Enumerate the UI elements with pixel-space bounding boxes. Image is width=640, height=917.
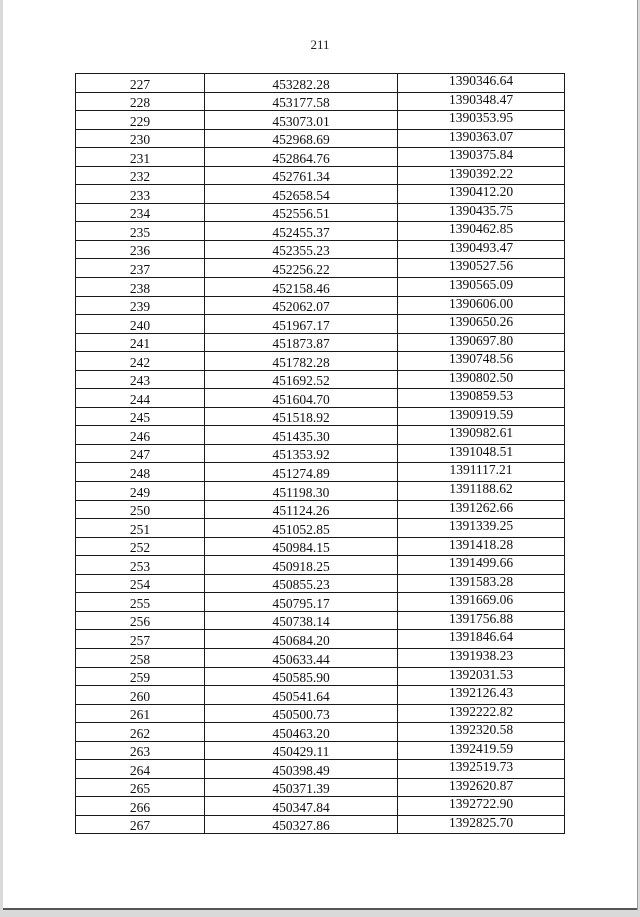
table-row: [76, 704, 565, 723]
y-coordinate-cell: 1390527.56: [398, 259, 565, 278]
table-row: [76, 723, 565, 742]
table-row: [76, 259, 565, 278]
point-number-cell: 265: [76, 778, 205, 797]
table-row: [76, 574, 565, 593]
x-coordinate-cell: 452256.22: [205, 259, 398, 278]
point-number-cell: 250: [76, 500, 205, 519]
point-number-cell: 232: [76, 166, 205, 185]
x-coordinate-cell: 452455.37: [205, 222, 398, 241]
table-row: [76, 519, 565, 538]
point-number-cell: 261: [76, 704, 205, 723]
table-row: [76, 407, 565, 426]
table-row: [76, 92, 565, 111]
x-coordinate-cell: 450500.73: [205, 704, 398, 723]
point-number-cell: 242: [76, 352, 205, 371]
table-row: [76, 778, 565, 797]
x-coordinate-cell: 452968.69: [205, 129, 398, 148]
table-row: [76, 444, 565, 463]
coordinates-table: [75, 73, 565, 834]
x-coordinate-cell: 450738.14: [205, 611, 398, 630]
point-number-cell: 253: [76, 556, 205, 575]
point-number-cell: 239: [76, 296, 205, 315]
table-row: [76, 741, 565, 760]
table-row: [76, 166, 565, 185]
point-number-cell: 227: [76, 74, 205, 93]
y-coordinate-cell: 1390412.20: [398, 185, 565, 204]
table-row: [76, 667, 565, 686]
point-number-cell: 260: [76, 686, 205, 705]
table-row: [76, 463, 565, 482]
y-coordinate-cell: 1390606.00: [398, 296, 565, 315]
x-coordinate-cell: 453073.01: [205, 111, 398, 130]
x-coordinate-cell: 451435.30: [205, 426, 398, 445]
y-coordinate-cell: 1390353.95: [398, 111, 565, 130]
x-coordinate-cell: 453177.58: [205, 92, 398, 111]
x-coordinate-cell: 450633.44: [205, 648, 398, 667]
point-number-cell: 236: [76, 240, 205, 259]
point-number-cell: 241: [76, 333, 205, 352]
x-coordinate-cell: 452761.34: [205, 166, 398, 185]
x-coordinate-cell: 452355.23: [205, 240, 398, 259]
y-coordinate-cell: 1392825.70: [398, 815, 565, 834]
point-number-cell: 249: [76, 482, 205, 501]
table-row: [76, 760, 565, 779]
table-row: [76, 240, 565, 259]
table-row: [76, 352, 565, 371]
y-coordinate-cell: 1392519.73: [398, 760, 565, 779]
table-row: [76, 222, 565, 241]
point-number-cell: 245: [76, 407, 205, 426]
x-coordinate-cell: 451782.28: [205, 352, 398, 371]
y-coordinate-cell: 1390919.59: [398, 407, 565, 426]
y-coordinate-cell: 1390859.53: [398, 389, 565, 408]
point-number-cell: 238: [76, 278, 205, 297]
y-coordinate-cell: 1391339.25: [398, 519, 565, 538]
y-coordinate-cell: 1391583.28: [398, 574, 565, 593]
x-coordinate-cell: 452864.76: [205, 148, 398, 167]
y-coordinate-cell: 1390346.64: [398, 74, 565, 93]
point-number-cell: 263: [76, 741, 205, 760]
table-row: [76, 185, 565, 204]
point-number-cell: 229: [76, 111, 205, 130]
point-number-cell: 240: [76, 315, 205, 334]
page-number: 211: [310, 37, 330, 52]
table-row: [76, 556, 565, 575]
x-coordinate-cell: 450585.90: [205, 667, 398, 686]
point-number-cell: 255: [76, 593, 205, 612]
y-coordinate-cell: 1391846.64: [398, 630, 565, 649]
y-coordinate-cell: 1391048.51: [398, 444, 565, 463]
table-row: [76, 315, 565, 334]
y-coordinate-cell: 1392620.87: [398, 778, 565, 797]
table-row: [76, 537, 565, 556]
table-row: [76, 278, 565, 297]
y-coordinate-cell: 1391499.66: [398, 556, 565, 575]
y-coordinate-cell: 1390697.80: [398, 333, 565, 352]
x-coordinate-cell: 452658.54: [205, 185, 398, 204]
table-row: [76, 593, 565, 612]
coordinates-table-body: [76, 74, 565, 834]
point-number-cell: 254: [76, 574, 205, 593]
y-coordinate-cell: 1392419.59: [398, 741, 565, 760]
x-coordinate-cell: 451124.26: [205, 500, 398, 519]
table-row: [76, 426, 565, 445]
table-row: [76, 686, 565, 705]
x-coordinate-cell: 450327.86: [205, 815, 398, 834]
point-number-cell: 251: [76, 519, 205, 538]
table-row: [76, 370, 565, 389]
y-coordinate-cell: 1391117.21: [398, 463, 565, 482]
point-number-cell: 266: [76, 797, 205, 816]
y-coordinate-cell: 1391669.06: [398, 593, 565, 612]
y-coordinate-cell: 1392722.90: [398, 797, 565, 816]
y-coordinate-cell: 1392320.58: [398, 723, 565, 742]
x-coordinate-cell: 451274.89: [205, 463, 398, 482]
y-coordinate-cell: 1392031.53: [398, 667, 565, 686]
y-coordinate-cell: 1390493.47: [398, 240, 565, 259]
point-number-cell: 246: [76, 426, 205, 445]
table-row: [76, 148, 565, 167]
point-number-cell: 252: [76, 537, 205, 556]
y-coordinate-cell: 1390392.22: [398, 166, 565, 185]
y-coordinate-cell: 1390650.26: [398, 315, 565, 334]
x-coordinate-cell: 451967.17: [205, 315, 398, 334]
point-number-cell: 230: [76, 129, 205, 148]
x-coordinate-cell: 451198.30: [205, 482, 398, 501]
y-coordinate-cell: 1390375.84: [398, 148, 565, 167]
point-number-cell: 259: [76, 667, 205, 686]
table-row: [76, 482, 565, 501]
table-row: [76, 333, 565, 352]
x-coordinate-cell: 450855.23: [205, 574, 398, 593]
y-coordinate-cell: 1390802.50: [398, 370, 565, 389]
x-coordinate-cell: 453282.28: [205, 74, 398, 93]
y-coordinate-cell: 1390982.61: [398, 426, 565, 445]
y-coordinate-cell: 1391938.23: [398, 648, 565, 667]
point-number-cell: 228: [76, 92, 205, 111]
point-number-cell: 234: [76, 203, 205, 222]
x-coordinate-cell: 451873.87: [205, 333, 398, 352]
y-coordinate-cell: 1390435.75: [398, 203, 565, 222]
table-row: [76, 389, 565, 408]
y-coordinate-cell: 1391756.88: [398, 611, 565, 630]
x-coordinate-cell: 452158.46: [205, 278, 398, 297]
x-coordinate-cell: 452556.51: [205, 203, 398, 222]
y-coordinate-cell: 1390363.07: [398, 129, 565, 148]
x-coordinate-cell: 450795.17: [205, 593, 398, 612]
point-number-cell: 235: [76, 222, 205, 241]
table-row: [76, 630, 565, 649]
y-coordinate-cell: 1392222.82: [398, 704, 565, 723]
table-row: [76, 203, 565, 222]
y-coordinate-cell: 1390462.85: [398, 222, 565, 241]
table-row: [76, 74, 565, 93]
x-coordinate-cell: 450347.84: [205, 797, 398, 816]
table-row: [76, 296, 565, 315]
x-coordinate-cell: 451052.85: [205, 519, 398, 538]
y-coordinate-cell: 1391418.28: [398, 537, 565, 556]
x-coordinate-cell: 450541.64: [205, 686, 398, 705]
point-number-cell: 257: [76, 630, 205, 649]
point-number-cell: 267: [76, 815, 205, 834]
x-coordinate-cell: 452062.07: [205, 296, 398, 315]
document-page: [3, 0, 638, 910]
point-number-cell: 258: [76, 648, 205, 667]
table-row: [76, 129, 565, 148]
y-coordinate-cell: 1390748.56: [398, 352, 565, 371]
point-number-cell: 247: [76, 444, 205, 463]
table-row: [76, 611, 565, 630]
x-coordinate-cell: 451518.92: [205, 407, 398, 426]
x-coordinate-cell: 450463.20: [205, 723, 398, 742]
y-coordinate-cell: 1391188.62: [398, 482, 565, 501]
page-bottom-edge: [3, 908, 637, 910]
point-number-cell: 244: [76, 389, 205, 408]
point-number-cell: 264: [76, 760, 205, 779]
table-row: [76, 815, 565, 834]
point-number-cell: 262: [76, 723, 205, 742]
table-row: [76, 500, 565, 519]
point-number-cell: 243: [76, 370, 205, 389]
y-coordinate-cell: 1391262.66: [398, 500, 565, 519]
x-coordinate-cell: 450429.11: [205, 741, 398, 760]
point-number-cell: 231: [76, 148, 205, 167]
y-coordinate-cell: 1390348.47: [398, 92, 565, 111]
x-coordinate-cell: 450371.39: [205, 778, 398, 797]
point-number-cell: 256: [76, 611, 205, 630]
x-coordinate-cell: 451692.52: [205, 370, 398, 389]
x-coordinate-cell: 451604.70: [205, 389, 398, 408]
x-coordinate-cell: 450398.49: [205, 760, 398, 779]
x-coordinate-cell: 450984.15: [205, 537, 398, 556]
table-row: [76, 797, 565, 816]
y-coordinate-cell: 1390565.09: [398, 278, 565, 297]
table-row: [76, 648, 565, 667]
point-number-cell: 233: [76, 185, 205, 204]
x-coordinate-cell: 450684.20: [205, 630, 398, 649]
table-row: [76, 111, 565, 130]
point-number-cell: 248: [76, 463, 205, 482]
y-coordinate-cell: 1392126.43: [398, 686, 565, 705]
x-coordinate-cell: 450918.25: [205, 556, 398, 575]
x-coordinate-cell: 451353.92: [205, 444, 398, 463]
point-number-cell: 237: [76, 259, 205, 278]
